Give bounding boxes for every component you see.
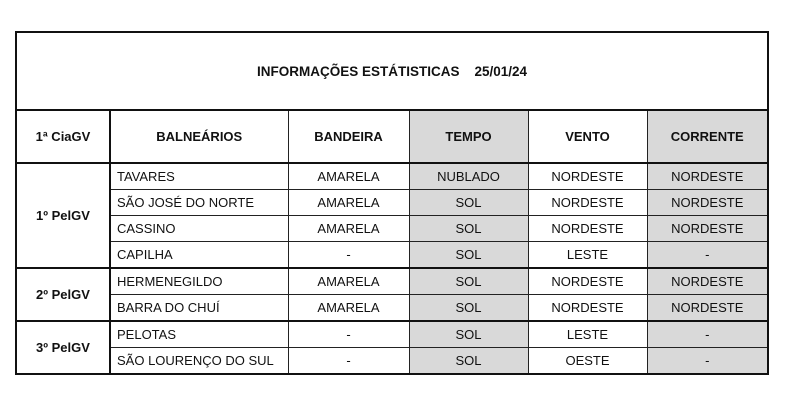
group-label: 3º PelGV bbox=[16, 321, 110, 374]
group-label: 2º PelGV bbox=[16, 268, 110, 321]
title-text: INFORMAÇÕES ESTÁTISTICAS bbox=[256, 63, 460, 79]
header-tempo: TEMPO bbox=[409, 110, 528, 163]
table-row bbox=[16, 163, 768, 190]
vento-cell: NORDESTE bbox=[528, 190, 647, 216]
balneario-cell: SÃO LOURENÇO DO SUL bbox=[110, 348, 288, 375]
bandeira-cell: AMARELA bbox=[288, 190, 409, 216]
group-label: 1º PelGV bbox=[16, 163, 110, 268]
vento-cell: LESTE bbox=[528, 242, 647, 269]
tempo-cell: SOL bbox=[409, 348, 528, 375]
balneario-cell: BARRA DO CHUÍ bbox=[110, 295, 288, 322]
table-row bbox=[16, 295, 768, 322]
bandeira-cell: - bbox=[288, 242, 409, 269]
table-title bbox=[16, 32, 768, 110]
corrente-cell: NORDESTE bbox=[647, 295, 768, 322]
header-cia: 1ª CiaGV bbox=[16, 110, 110, 163]
bandeira-cell: - bbox=[288, 321, 409, 348]
balneario-cell: HERMENEGILDO bbox=[110, 268, 288, 295]
balneario-cell: SÃO JOSÉ DO NORTE bbox=[110, 190, 288, 216]
header-balnearios: BALNEÁRIOS bbox=[110, 110, 288, 163]
header-vento: VENTO bbox=[528, 110, 647, 163]
tempo-cell: NUBLADO bbox=[409, 163, 528, 190]
corrente-cell: NORDESTE bbox=[647, 163, 768, 190]
header-bandeira: BANDEIRA bbox=[288, 110, 409, 163]
table-row bbox=[16, 242, 768, 269]
balneario-cell: CASSINO bbox=[110, 216, 288, 242]
bandeira-cell: - bbox=[288, 348, 409, 375]
table-row bbox=[16, 348, 768, 375]
tempo-cell: SOL bbox=[409, 268, 528, 295]
header-corrente: CORRENTE bbox=[647, 110, 768, 163]
corrente-cell: - bbox=[647, 321, 768, 348]
corrente-cell: NORDESTE bbox=[647, 190, 768, 216]
table-row bbox=[16, 268, 768, 295]
corrente-cell: NORDESTE bbox=[647, 268, 768, 295]
title-row bbox=[16, 32, 768, 110]
balneario-cell: CAPILHA bbox=[110, 242, 288, 269]
balneario-cell: PELOTAS bbox=[110, 321, 288, 348]
bandeira-cell: AMARELA bbox=[288, 216, 409, 242]
table-row bbox=[16, 216, 768, 242]
vento-cell: NORDESTE bbox=[528, 295, 647, 322]
vento-cell: NORDESTE bbox=[528, 163, 647, 190]
table-row bbox=[16, 190, 768, 216]
vento-cell: NORDESTE bbox=[528, 216, 647, 242]
tempo-cell: SOL bbox=[409, 190, 528, 216]
bandeira-cell: AMARELA bbox=[288, 295, 409, 322]
header-row bbox=[16, 110, 768, 163]
tempo-cell: SOL bbox=[409, 242, 528, 269]
balneario-cell: TAVARES bbox=[110, 163, 288, 190]
corrente-cell: - bbox=[647, 242, 768, 269]
vento-cell: LESTE bbox=[528, 321, 647, 348]
table-row bbox=[16, 321, 768, 348]
vento-cell: NORDESTE bbox=[528, 268, 647, 295]
bandeira-cell: AMARELA bbox=[288, 268, 409, 295]
tempo-cell: SOL bbox=[409, 321, 528, 348]
date-text: 25/01/24 bbox=[474, 63, 528, 79]
tempo-cell: SOL bbox=[409, 216, 528, 242]
corrente-cell: NORDESTE bbox=[647, 216, 768, 242]
statistics-table bbox=[15, 31, 769, 375]
corrente-cell: - bbox=[647, 348, 768, 375]
tempo-cell: SOL bbox=[409, 295, 528, 322]
bandeira-cell: AMARELA bbox=[288, 163, 409, 190]
vento-cell: OESTE bbox=[528, 348, 647, 375]
